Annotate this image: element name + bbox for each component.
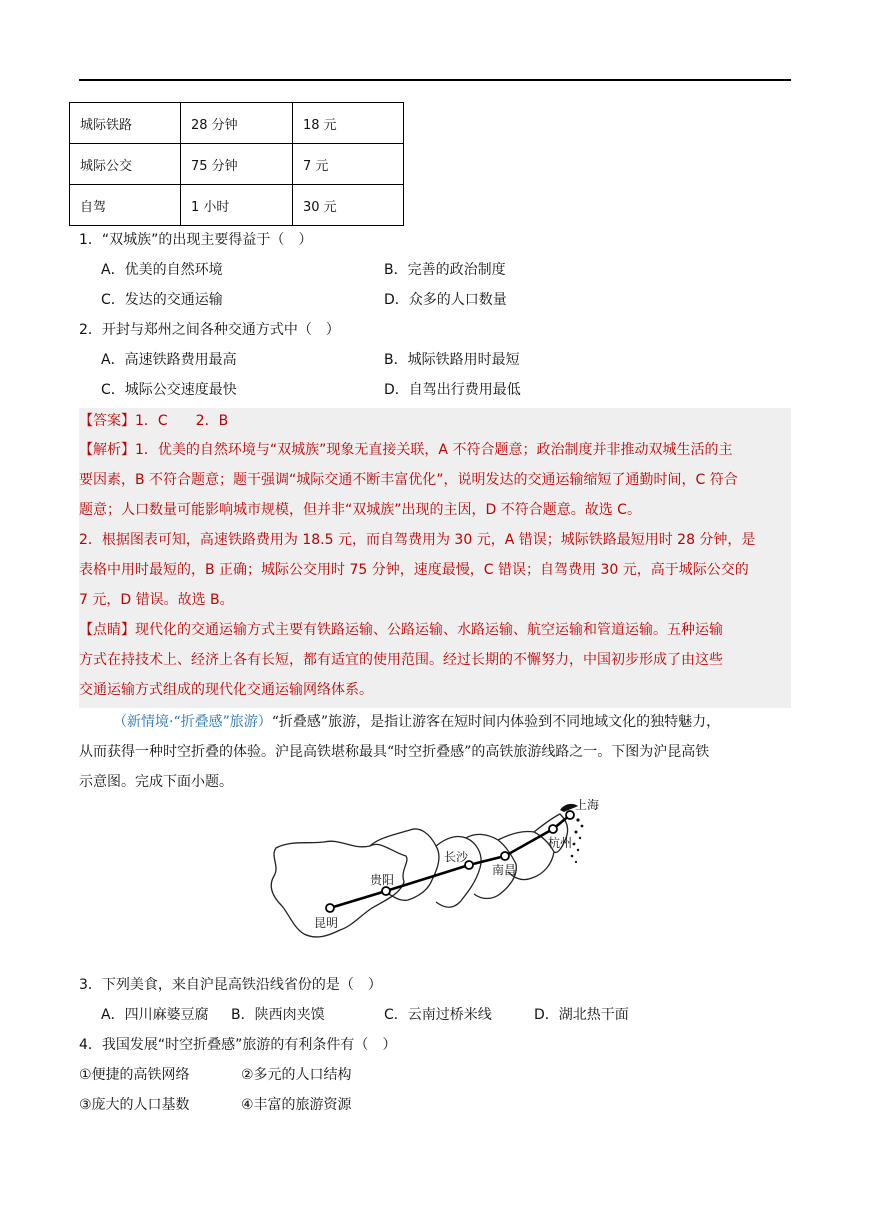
map-label-kunming: 昆明 xyxy=(314,916,339,930)
question-2-option-d: D．自驾出行费用最低 xyxy=(384,382,521,398)
question-4-option-3: ③庞大的人口基数 xyxy=(79,1097,190,1113)
map-label-guiyang: 贵阳 xyxy=(370,873,395,887)
analysis-line: 【解析】1．优美的自然环境与“双城族”现象无直接关联，A 不符合题意；政治制度并非推动双城生活的主 xyxy=(79,442,733,458)
map-label-shanghai: 上海 xyxy=(575,798,600,812)
passage-line-2: 从而获得一种时空折叠的体验。沪昆高铁堪称最具“时空折叠感”的高铁旅游线路之一。下图为沪昆高铁 xyxy=(79,744,710,760)
rail-route-map xyxy=(260,790,610,950)
transport-table xyxy=(69,102,404,226)
tips-line: 【点睛】现代化的交通运输方式主要有铁路运输、公路运输、水路运输、航空运输和管道运输。五种运输 xyxy=(79,622,723,638)
question-2-stem: 2．开封与郑州之间各种交通方式中（ ） xyxy=(79,322,340,338)
question-1-option-d: D．众多的人口数量 xyxy=(384,292,507,308)
question-4-option-1: ①便捷的高铁网络 xyxy=(79,1067,190,1083)
table-row xyxy=(70,103,404,144)
question-2-option-b: B．城际铁路用时最短 xyxy=(384,352,520,368)
analysis-line: 2．根据图表可知，高速铁路费用为 18.5 元，而自驾费用为 30 元，A 错误；城际铁路最短用时 28 分钟，是 xyxy=(79,532,756,548)
station-marker-shanghai xyxy=(566,811,574,819)
question-3-option-b: B．陕西肉夹馍 xyxy=(231,1007,325,1023)
question-2-option-c: C．城际公交速度最快 xyxy=(101,382,237,398)
passage-line-3: 示意图。完成下面小题。 xyxy=(79,774,233,790)
map-label-changsha: 长沙 xyxy=(444,850,469,864)
table-cell: 城际公交 xyxy=(70,144,181,185)
station-marker-nanchang xyxy=(501,852,509,860)
question-1-option-c: C．发达的交通运输 xyxy=(101,292,223,308)
table-cell: 18 元 xyxy=(293,103,404,144)
table-cell: 75 分钟 xyxy=(181,144,293,185)
analysis-line: 7 元，D 错误。故选 B。 xyxy=(79,592,234,608)
table-cell: 1 小时 xyxy=(181,185,293,226)
station-marker-kunming xyxy=(326,904,334,912)
table-cell: 自驾 xyxy=(70,185,181,226)
question-3-option-d: D．湖北热干面 xyxy=(534,1007,629,1023)
question-2-option-a: A．高速铁路费用最高 xyxy=(101,352,237,368)
station-marker-guiyang xyxy=(382,887,390,895)
analysis-line: 表格中用时最短的，B 正确；城际公交用时 75 分钟，速度最慢，C 错误；自驾费用 30 元，高于城际公交的 xyxy=(79,562,749,578)
map-label-nanchang: 南昌 xyxy=(492,863,517,877)
station-marker-hangzhou xyxy=(549,825,557,833)
question-1-option-a: A．优美的自然环境 xyxy=(101,262,223,278)
question-1-option-b: B．完善的政治制度 xyxy=(384,262,506,278)
answer-key: 【答案】1．C 2．B xyxy=(79,413,229,429)
question-4-option-4: ④丰富的旅游资源 xyxy=(241,1097,352,1113)
question-1-stem: 1．“双城族”的出现主要得益于（ ） xyxy=(79,232,313,248)
question-3-option-c: C．云南过桥米线 xyxy=(384,1007,492,1023)
tips-line: 方式在持技术上、经济上各有长短，都有适宜的使用范围。经过长期的不懈努力，中国初步形成了由这些 xyxy=(79,652,723,668)
question-3-option-a: A．四川麻婆豆腐 xyxy=(101,1007,209,1023)
question-4-option-2: ②多元的人口结构 xyxy=(241,1067,352,1083)
question-3-stem: 3．下列美食，来自沪昆高铁沿线省份的是（ ） xyxy=(79,977,382,993)
table-cell: 7 元 xyxy=(293,144,404,185)
table-cell: 30 元 xyxy=(293,185,404,226)
header-rule xyxy=(79,79,791,81)
passage-text: “折叠感”旅游，是指让游客在短时间内体验到不同地域文化的独特魅力， xyxy=(271,714,721,730)
table-row xyxy=(70,144,404,185)
table-cell: 城际铁路 xyxy=(70,103,181,144)
table-row xyxy=(70,185,404,226)
map-label-hangzhou: 杭州 xyxy=(548,836,573,850)
passage-line-1 xyxy=(79,712,720,732)
passage-tag: （新情境·“折叠感”旅游） xyxy=(113,714,272,730)
table-cell: 28 分钟 xyxy=(181,103,293,144)
analysis-line: 要因素，B 不符合题意；题干强调“城际交通不断丰富优化”，说明发达的交通运输缩短了通勤时间，C 符合 xyxy=(79,472,738,488)
analysis-line: 题意；人口数量可能影响城市规模，但并非“双城族”出现的主因，D 不符合题意。故选 C。 xyxy=(79,502,641,518)
question-4-stem: 4．我国发展“时空折叠感”旅游的有利条件有（ ） xyxy=(79,1037,397,1053)
tips-line: 交通运输方式组成的现代化交通运输网络体系。 xyxy=(79,682,373,698)
